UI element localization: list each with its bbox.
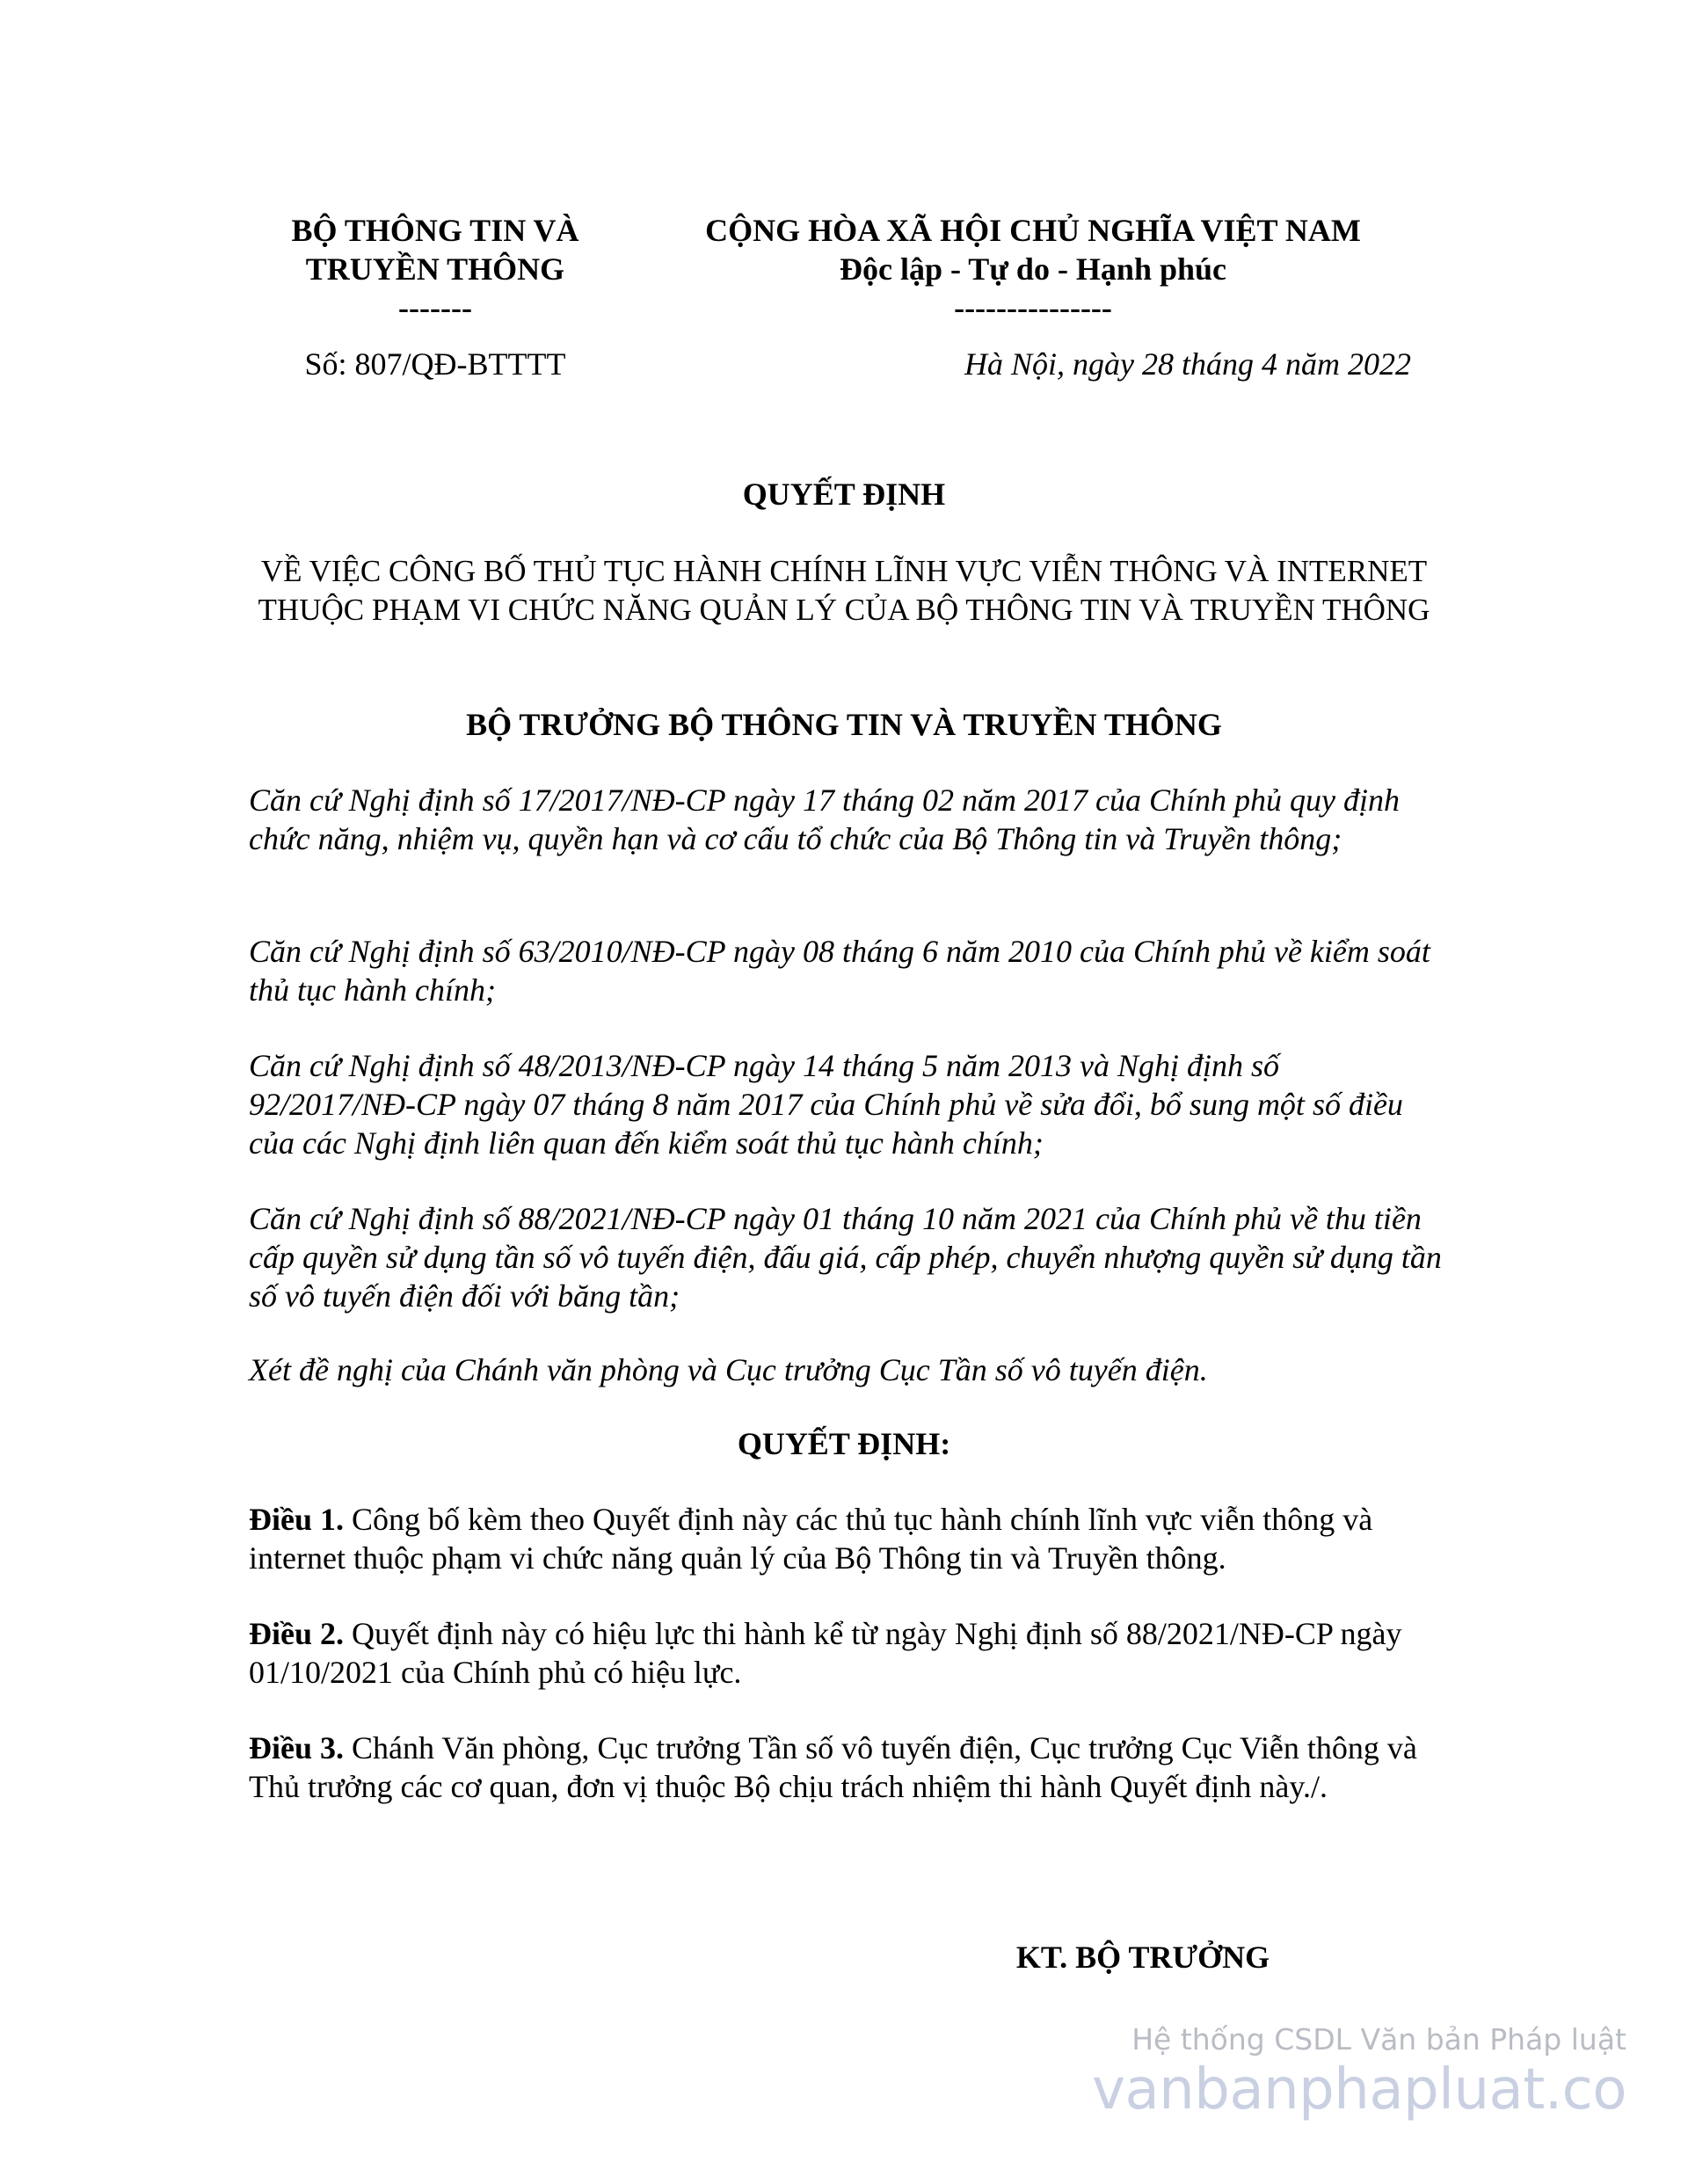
document-number: Số: 807/QĐ-BTTTT bbox=[304, 346, 566, 382]
article-1 bbox=[249, 1500, 1444, 1577]
motto-rule: --------------- bbox=[954, 290, 1112, 325]
legal-basis-2: Căn cứ Nghị định số 63/2010/NĐ-CP ngày 08 tháng 6 năm 2010 của Chính phủ về kiểm soát thủ tục hành chính; bbox=[249, 934, 1430, 1008]
legal-basis-5: Xét đề nghị của Chánh văn phòng và Cục trưởng Cục Tần số vô tuyến điện. bbox=[249, 1352, 1208, 1387]
authority-line: BỘ TRƯỞNG BỘ THÔNG TIN VÀ TRUYỀN THÔNG bbox=[466, 707, 1222, 742]
motto: Độc lập - Tự do - Hạnh phúc bbox=[839, 251, 1227, 287]
national-header bbox=[655, 211, 1411, 327]
article-3-label: Điều 3. bbox=[249, 1730, 344, 1765]
document-title: QUYẾT ĐỊNH bbox=[742, 477, 946, 512]
nation-name: CỘNG HÒA XÃ HỘI CHỦ NGHĨA VIỆT NAM bbox=[705, 213, 1361, 248]
article-1-label: Điều 1. bbox=[249, 1502, 344, 1537]
document-subtitle: VỀ VIỆC CÔNG BỐ THỦ TỤC HÀNH CHÍNH LĨNH VỰC VIỄN THÔNG VÀ INTERNET THUỘC PHẠM VI CHỨC NĂNG QUẢN LÝ CỦA BỘ THÔNG TIN VÀ TRUYỀN THÔNG bbox=[258, 554, 1430, 627]
article-3-text: Chánh Văn phòng, Cục trưởng Tần số vô tuyến điện, Cục trưởng Cục Viễn thông và Thủ trưởng các cơ quan, đơn vị thuộc Bộ chịu trách nhiệm thi hành Quyết định này./. bbox=[249, 1730, 1417, 1804]
article-2-label: Điều 2. bbox=[249, 1616, 344, 1651]
signer-title: KT. BỘ TRƯỞNG bbox=[1015, 1940, 1270, 1975]
watermark-line-2: vanbanphapluat.co bbox=[1092, 2057, 1626, 2122]
agency-line-1: BỘ THÔNG TIN VÀ bbox=[291, 213, 579, 248]
agency-rule: ------- bbox=[398, 290, 472, 325]
article-3 bbox=[249, 1729, 1444, 1806]
article-2-text: Quyết định này có hiệu lực thi hành kể từ ngày Nghị định số 88/2021/NĐ-CP ngày 01/10/2021 của Chính phủ có hiệu lực. bbox=[249, 1616, 1402, 1690]
legal-basis-4: Căn cứ Nghị định số 88/2021/NĐ-CP ngày 01 tháng 10 năm 2021 của Chính phủ về thu tiền cấp quyền sử dụng tần số vô tuyến điện, đấu giá, cấp phép, chuyển nhượng quyền sử dụng tần số vô tuyến điện đối với băng tần; bbox=[249, 1201, 1442, 1314]
decision-heading: QUYẾT ĐỊNH: bbox=[737, 1426, 951, 1461]
issuing-agency bbox=[242, 211, 629, 327]
document-date: Hà Nội, ngày 28 tháng 4 năm 2022 bbox=[964, 346, 1411, 382]
article-1-text: Công bố kèm theo Quyết định này các thủ tục hành chính lĩnh vực viễn thông và internet thuộc phạm vi chức năng quản lý của Bộ Thông tin và Truyền thông. bbox=[249, 1502, 1373, 1576]
article-2 bbox=[249, 1614, 1444, 1692]
watermark-line-1: Hệ thống CSDL Văn bản Pháp luật bbox=[1131, 2022, 1626, 2057]
legal-basis-1: Căn cứ Nghị định số 17/2017/NĐ-CP ngày 17 tháng 02 năm 2017 của Chính phủ quy định chức năng, nhiệm vụ, quyền hạn và cơ cấu tổ chức của Bộ Thông tin và Truyền thông; bbox=[249, 783, 1400, 856]
legal-basis-3: Căn cứ Nghị định số 48/2013/NĐ-CP ngày 14 tháng 5 năm 2013 và Nghị định số 92/2017/NĐ-CP ngày 07 tháng 8 năm 2017 của Chính phủ về sửa đổi, bổ sung một số điều của các Nghị định liên quan đến kiểm soát thủ tục hành chính; bbox=[249, 1048, 1403, 1161]
agency-line-2: TRUYỀN THÔNG bbox=[305, 251, 565, 287]
